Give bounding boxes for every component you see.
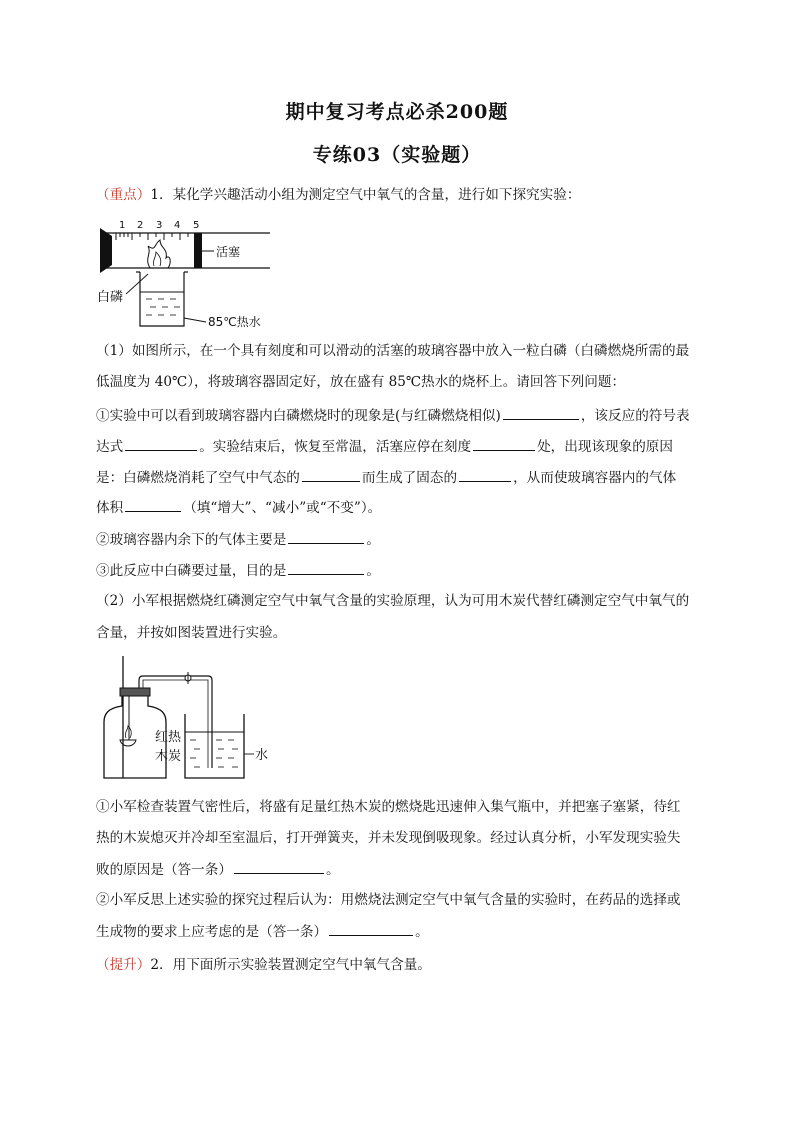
- q2-text: 2．用下面所示实验装置测定空气中氧气含量。: [150, 957, 431, 973]
- answer-blank[interactable]: [473, 437, 535, 451]
- s8: 热的木炭熄灭并冷却至室温后，打开弹簧夹，并未发现倒吸现象。经过认真分析，小军发现实验失: [96, 830, 681, 846]
- s1: [96, 406, 700, 425]
- s11: [96, 922, 700, 941]
- text: ，该反应的符号表: [580, 408, 690, 424]
- answer-blank[interactable]: [125, 437, 197, 451]
- answer-blank[interactable]: [125, 498, 181, 512]
- q2-tag: （提升）: [96, 957, 151, 973]
- q1-intro: [96, 186, 700, 204]
- s9: [96, 860, 700, 879]
- water-label: 水: [255, 748, 269, 763]
- phosphorus-label: 白磷: [97, 290, 124, 305]
- p1-line1: （1）如图所示，在一个具有刻度和可以滑动的活塞的玻璃容器中放入一粒白磷（白磷燃烧所需的最: [96, 343, 690, 359]
- text: ①实验中可以看到玻璃容器内白磷燃烧时的现象是(与红磷燃烧相似): [96, 408, 501, 424]
- answer-blank[interactable]: [329, 922, 413, 936]
- text: 体积: [96, 500, 124, 516]
- text: 生成物的要求上应考虑的是（答一条）: [96, 924, 328, 940]
- text: 处，出现该现象的原因: [537, 439, 673, 455]
- s7: ①小军检查装置气密性后，将盛有足量红热木炭的燃烧匙迅速伸入集气瓶中，并把塞子塞紧，待红: [96, 799, 681, 815]
- text: 。: [366, 563, 380, 579]
- figure-1-apparatus: [96, 214, 296, 330]
- text: 。: [325, 862, 340, 878]
- text: 而生成了固态的: [361, 470, 458, 486]
- answer-blank[interactable]: [459, 468, 511, 482]
- scale-label: 2: [137, 220, 144, 231]
- s5: [96, 530, 700, 549]
- text: ，从而使玻璃容器内的气体: [513, 470, 677, 486]
- piston: [194, 233, 202, 268]
- text: 。实验结束后，恢复至常温，活塞应停在刻度: [199, 439, 472, 455]
- text: 是：白磷燃烧消耗了空气中气态的: [96, 470, 300, 486]
- answer-blank[interactable]: [288, 530, 364, 544]
- s2: [96, 437, 700, 456]
- s10: ②小军反思上述实验的探究过程后认为：用燃烧法测定空气中氧气含量的实验时，在药品的选择或: [96, 892, 681, 908]
- q1-intro-text: 1．某化学兴趣活动小组为测定空气中氧气的含量，进行如下探究实验：: [150, 187, 581, 203]
- scale-label: 3: [156, 220, 163, 231]
- answer-blank[interactable]: [288, 561, 364, 575]
- hot-water-label: 85℃热水: [208, 315, 261, 329]
- scale-label: 5: [193, 220, 200, 231]
- scale-label: 1: [119, 220, 126, 231]
- piston-label: 活塞: [216, 245, 241, 259]
- text: （填“增大”、“减小”或“不变”）。: [183, 500, 382, 516]
- answer-blank[interactable]: [234, 860, 324, 874]
- text: 败的原因是（答一条）: [96, 862, 232, 878]
- s6: [96, 561, 700, 580]
- charcoal-label: 红热: [155, 730, 182, 745]
- p1-line2: 低温度为 40℃），将玻璃容器固定好，放在盛有 85℃热水的烧杯上。请回答下列问题：: [96, 374, 626, 390]
- s4: [96, 498, 700, 517]
- text: 达式: [96, 439, 124, 455]
- text: 。: [415, 924, 429, 940]
- page-title: 期中复习考点必杀200题: [285, 101, 509, 123]
- answer-blank[interactable]: [503, 406, 579, 420]
- scale-label: 4: [174, 220, 181, 231]
- text: ②玻璃容器内余下的气体主要是: [96, 532, 287, 548]
- p2-line1: （2）小军根据燃烧红磷测定空气中氧气含量的实验原理，认为可用木炭代替红磷测定空气中氧气的: [96, 593, 690, 609]
- p2-line2: 含量，并按如图装置进行实验。: [96, 625, 287, 641]
- q2-intro: [96, 956, 700, 974]
- page-subtitle: 专练03（实验题）: [312, 144, 482, 166]
- charcoal-label: 木炭: [155, 749, 182, 764]
- answer-blank[interactable]: [302, 468, 360, 482]
- q1-tag: （重点）: [96, 187, 151, 203]
- s3: [96, 468, 700, 487]
- text: 。: [366, 532, 380, 548]
- text: ③此反应中白磷要过量，目的是: [96, 563, 287, 579]
- figure-2-apparatus: [96, 652, 282, 784]
